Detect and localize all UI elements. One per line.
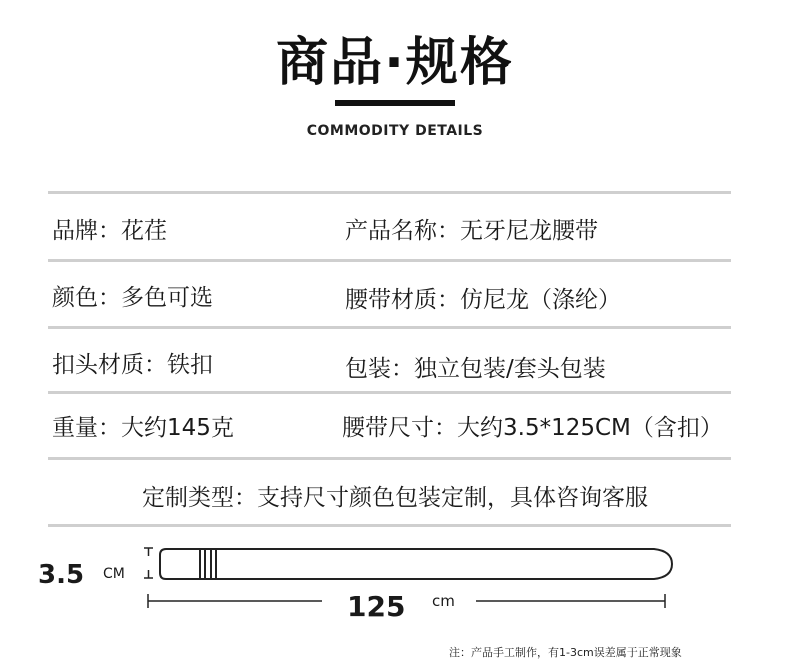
divider	[48, 326, 731, 329]
spec-weight: 重量：大约145克	[52, 415, 234, 441]
spec-belt-material: 腰带材质：仿尼龙（涤纶）	[345, 287, 621, 313]
spec-color: 颜色：多色可选	[52, 285, 213, 311]
spec-brand: 品牌：花荏	[52, 218, 167, 244]
footnote: 注：产品手工制作，有1-3cm误差属于正常现象	[449, 646, 682, 659]
belt-length-unit: cm	[432, 592, 455, 610]
customization-info: 定制类型：支持尺寸颜色包装定制，具体咨询客服	[142, 485, 648, 511]
divider	[48, 191, 731, 194]
divider	[48, 457, 731, 460]
page-subtitle: COMMODITY DETAILS	[306, 123, 484, 139]
belt-width-value: 3.5	[38, 560, 85, 590]
belt-length-value: 125	[347, 590, 406, 623]
title-underline	[335, 100, 455, 106]
divider	[48, 391, 731, 394]
spec-belt-size: 腰带尺寸：大约3.5*125CM（含扣）	[342, 415, 723, 441]
spec-buckle-material: 扣头材质：铁扣	[52, 352, 213, 378]
divider	[48, 259, 731, 262]
belt-width-unit: CM	[103, 566, 125, 582]
spec-packaging: 包装：独立包装/套头包装	[345, 356, 606, 382]
divider	[48, 524, 731, 527]
page-title: 商品·规格	[276, 33, 514, 93]
spec-product-name: 产品名称：无牙尼龙腰带	[345, 218, 598, 244]
